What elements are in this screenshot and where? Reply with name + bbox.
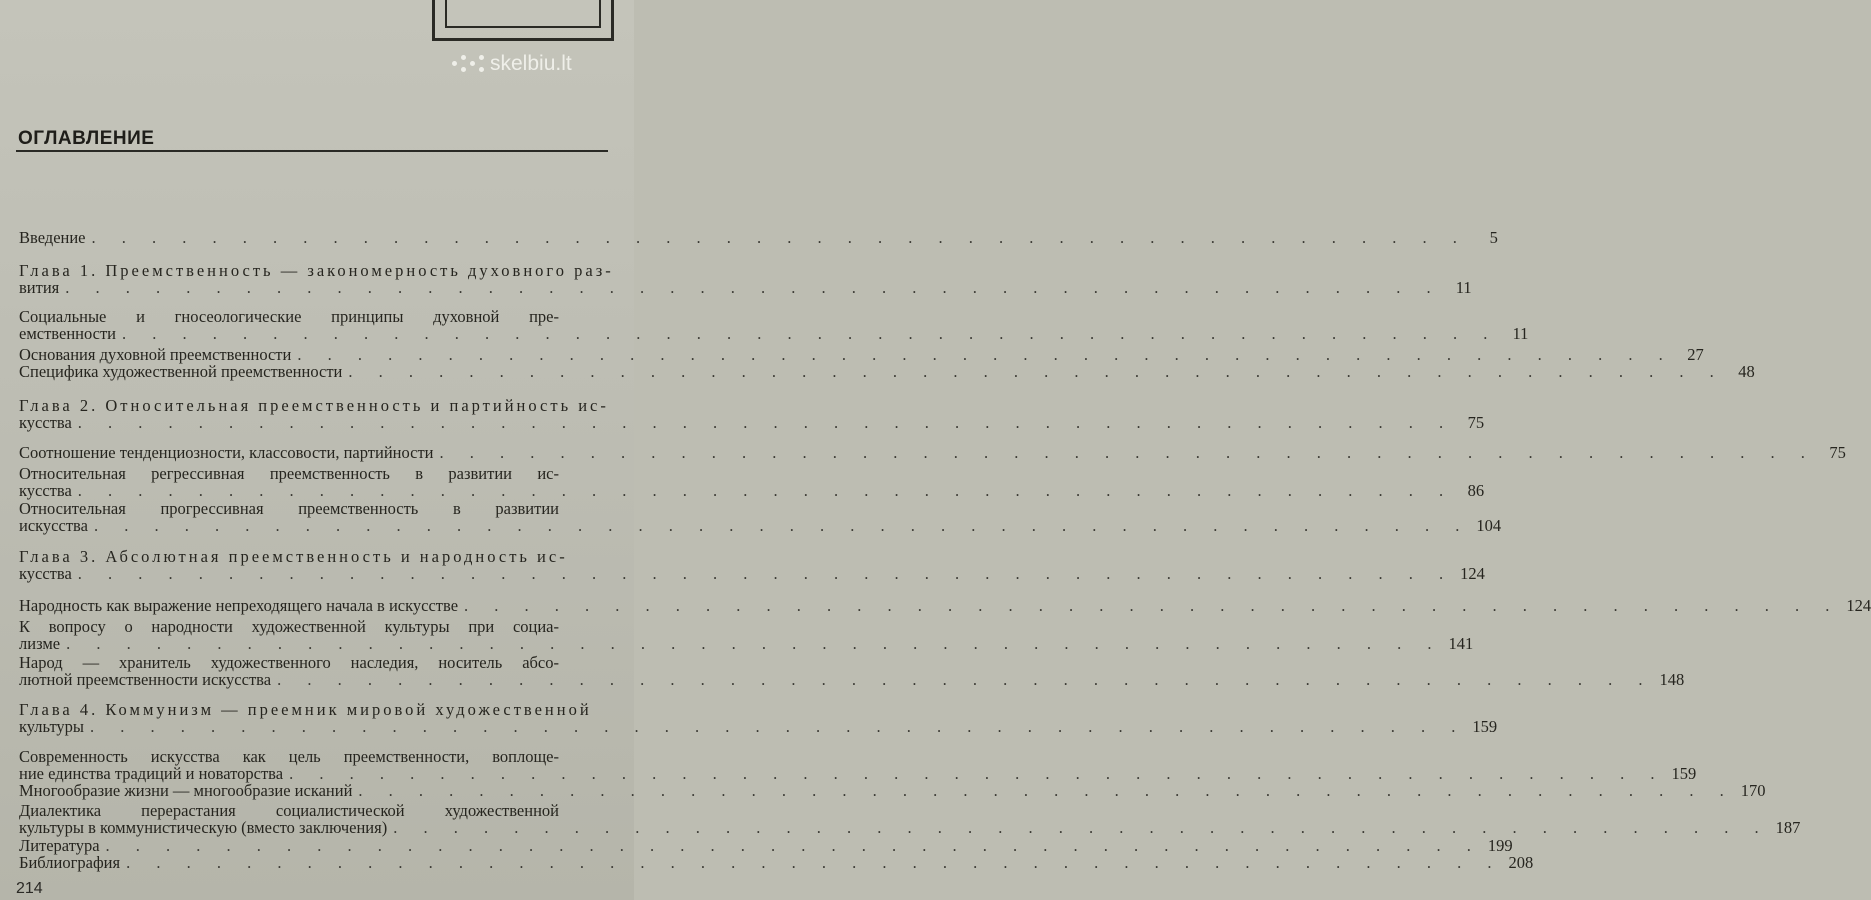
toc-page-number: 159 (1472, 717, 1498, 736)
toc-entry (19, 443, 1846, 462)
dot-leader: . . . . . . . . . . . . . . . . . . . . . . . . . . . . . . . . . . . . . . . . . . . . . . (93, 516, 1471, 535)
toc-entry (19, 836, 1513, 855)
page-number: 214 (16, 880, 43, 897)
toc-entry-text: Специфика художественной преемственности (19, 362, 343, 381)
toc-entry-text: Глава 1. Преемственность — закономерность духовного раз- (19, 261, 614, 280)
toc-entry-text: Глава 2. Относительная преемственность и партийность ис- (19, 396, 609, 415)
toc-entry (19, 228, 1498, 247)
toc-entry-text: Народность как выражение непреходящего начала в искусстве (19, 596, 459, 615)
toc-entry-text: лютной преемственности искусства (19, 670, 272, 689)
toc-page-number: 11 (1512, 324, 1529, 343)
toc-page-number: 148 (1659, 670, 1685, 689)
dot-leader: . . . . . . . . . . . . . . . . . . . . . . . . . . . . . . . . . . . . . . . . . . . . . . (122, 324, 1499, 343)
toc-entry-text: Современность искусства как цель преемственности, воплоще- (19, 747, 559, 766)
toc-entry (19, 261, 1472, 297)
toc-entry-text: Глава 4. Коммунизм — преемник мировой художественной (19, 700, 592, 719)
dot-leader: . . . . . . . . . . . . . . . . . . . . . . . . . . . . . . . . . . . . . . . . . . . . . . (439, 443, 1816, 462)
toc-entry-text: Соотношение тенденциозности, классовости, партийности (19, 443, 434, 462)
toc-page-number: 75 (1467, 413, 1485, 432)
toc-entry-text: Введение (19, 228, 86, 247)
dot-leader: . . . . . . . . . . . . . . . . . . . . . . . . . . . . . . . . . . . . . . . . . . . . . . (91, 228, 1468, 247)
toc-entry (19, 781, 1766, 800)
toc-page-number: 104 (1476, 516, 1502, 535)
toc-page-number: 187 (1775, 818, 1801, 837)
dot-leader: . . . . . . . . . . . . . . . . . . . . . . . . . . . . . . . . . . . . . . . . . . . . . . (126, 853, 1503, 872)
dot-leader: . . . . . . . . . . . . . . . . . . . . . . . . . . . . . . . . . . . . . . . . . . . . . . (277, 670, 1654, 689)
toc-entry-text: Глава 3. Абсолютная преемственность и народность ис- (19, 547, 568, 566)
toc-entry-text: Диалектика перерастания социалистической художественной (19, 801, 559, 820)
toc-page-number: 208 (1508, 853, 1534, 872)
toc-entry-text: Относительная прогрессивная преемственность в развитии (19, 499, 559, 518)
toc-entry-text: емственности (19, 324, 117, 343)
dot-leader: . . . . . . . . . . . . . . . . . . . . . . . . . . . . . . . . . . . . . . . . . . . . . . (66, 634, 1443, 653)
watermark-logo-icon (452, 53, 484, 75)
toc-entry (19, 464, 1485, 500)
toc-entry-text: культуры в коммунистическую (вместо заключения) (19, 818, 388, 837)
decorative-frame (432, 0, 614, 41)
toc-entry-text: искусства (19, 516, 88, 535)
toc-page-number: 199 (1487, 836, 1513, 855)
toc-page-number: 48 (1738, 362, 1755, 381)
toc-entry (19, 853, 1534, 872)
toc-entry (19, 596, 1871, 615)
dot-leader: . . . . . . . . . . . . . . . . . . . . . . . . . . . . . . . . . . . . . . . . . . . . . . (348, 362, 1725, 381)
toc-entry-text: Многообразие жизни — многообразие исканий (19, 781, 353, 800)
toc-entry (19, 547, 1485, 583)
dot-leader: . . . . . . . . . . . . . . . . . . . . . . . . . . . . . . . . . . . . . . . . . . . . . . (77, 481, 1455, 500)
toc-entry (19, 362, 1755, 381)
dot-leader: . . . . . . . . . . . . . . . . . . . . . . . . . . . . . . . . . . . . . . . . . . . . . . (65, 278, 1442, 297)
toc-page-number: 124 (1460, 564, 1485, 583)
watermark-text: skelbiu.lt (490, 52, 572, 75)
watermark (452, 51, 572, 77)
dot-leader: . . . . . . . . . . . . . . . . . . . . . . . . . . . . . . . . . . . . . . . . . . . . . . (464, 596, 1841, 615)
toc-entry (19, 653, 1685, 689)
toc-entry-text: К вопросу о народности художественной культуры при социа- (19, 617, 559, 636)
toc-entry-text: культуры (19, 717, 85, 736)
toc-page-number: 11 (1455, 278, 1472, 297)
dot-leader: . . . . . . . . . . . . . . . . . . . . . . . . . . . . . . . . . . . . . . . . . . . . . . (358, 781, 1735, 800)
title-rule (16, 150, 608, 152)
toc-entry-text: Основания духовной преемственности (19, 345, 292, 364)
toc-page-number: 159 (1671, 764, 1697, 783)
toc-page-number: 27 (1687, 345, 1704, 364)
toc-entry-text: Относительная регрессивная преемственность в развитии ис- (19, 464, 559, 483)
dot-leader: . . . . . . . . . . . . . . . . . . . . . . . . . . . . . . . . . . . . . . . . . . . . . . (393, 818, 1770, 837)
toc-entry (19, 307, 1529, 343)
dot-leader: . . . . . . . . . . . . . . . . . . . . . . . . . . . . . . . . . . . . . . . . . . . . . . (77, 564, 1455, 583)
toc-page-number: 75 (1829, 443, 1846, 462)
toc-entry-text: Народ — хранитель художественного наследия, носитель абсо- (19, 653, 559, 672)
toc-entry (19, 747, 1697, 783)
toc-entry-text: Литература (19, 836, 100, 855)
toc-entry (19, 345, 1704, 364)
dot-leader: . . . . . . . . . . . . . . . . . . . . . . . . . . . . . . . . . . . . . . . . . . . . . . (297, 345, 1674, 364)
toc-entry (19, 700, 1498, 736)
dot-leader: . . . . . . . . . . . . . . . . . . . . . . . . . . . . . . . . . . . . . . . . . . . . . . (105, 836, 1482, 855)
toc-entry (19, 396, 1485, 432)
toc-page-number: 5 (1489, 228, 1498, 247)
toc-entry-text: ние единства традиций и новаторства (19, 764, 284, 783)
toc-page-number: 170 (1740, 781, 1766, 800)
dot-leader: . . . . . . . . . . . . . . . . . . . . . . . . . . . . . . . . . . . . . . . . . . . . . . (77, 413, 1455, 432)
toc-entry-text: кусства (19, 564, 72, 583)
toc-entry-text: кусства (19, 413, 72, 432)
toc-entry-text: Социальные и гносеологические принципы духовной пре- (19, 307, 559, 326)
toc-entry (19, 617, 1474, 653)
dot-leader: . . . . . . . . . . . . . . . . . . . . . . . . . . . . . . . . . . . . . . . . . . . . . . (289, 764, 1666, 783)
toc-page-number: 86 (1467, 481, 1485, 500)
toc-entry-text: лизме (19, 634, 61, 653)
toc-entry-text: кусства (19, 481, 72, 500)
toc-entry (19, 499, 1502, 535)
dot-leader: . . . . . . . . . . . . . . . . . . . . . . . . . . . . . . . . . . . . . . . . . . . . . . (90, 717, 1467, 736)
toc-page-number: 124 (1846, 596, 1871, 615)
page-title: ОГЛАВЛЕНИЕ (18, 128, 155, 149)
toc-entry (19, 801, 1801, 837)
toc-page-number: 141 (1448, 634, 1474, 653)
toc-entry-text: вития (19, 278, 60, 297)
toc-entry-text: Библиография (19, 853, 121, 872)
